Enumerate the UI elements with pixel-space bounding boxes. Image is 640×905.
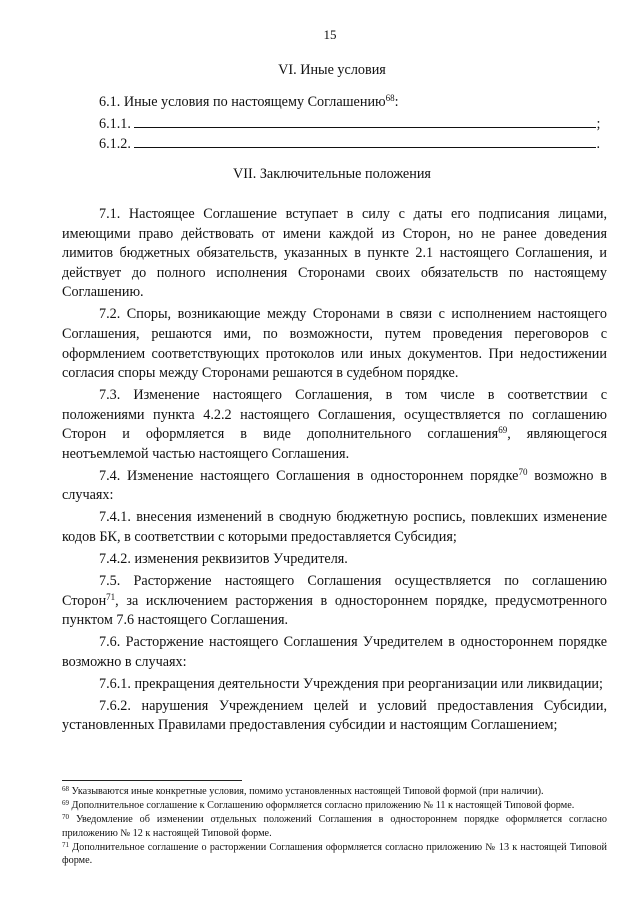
footnote-ref-68: 68 bbox=[385, 93, 395, 103]
footnote-number: 71 bbox=[62, 840, 69, 849]
footnote-text: Уведомление об изменении отдельных положений Соглашения в одностороннем порядке оформляется согласно приложению № 12 к настоящей Типовой форме. bbox=[62, 814, 607, 839]
clause-6-1-1-end: ; bbox=[596, 116, 601, 132]
page-number: 15 bbox=[323, 27, 337, 42]
clause-7-1: 7.1. Настоящее Соглашение вступает в силу с даты его подписания лицами, имеющими право действовать от имени каждой из Сторон, но не ранее доведения лимитов бюджетных обязательств, указанных в пункте 2.1 настоящего Соглашения, и действует до полного исполнения Сторонами своих обязательств по настоящему Соглашению. bbox=[62, 206, 607, 301]
footnote-ref-70: 70 bbox=[518, 466, 528, 477]
footnote-71 bbox=[62, 841, 607, 867]
clause-7-6-2: 7.6.2. нарушения Учреждением целей и условий предоставления Субсидии, установленных Правилами предоставления субсидии и настоящим Соглашением; bbox=[62, 697, 607, 734]
footnote-68 bbox=[62, 785, 607, 798]
clause-6-1-2 bbox=[99, 134, 600, 153]
section-7-heading: VII. Заключительные положения bbox=[233, 166, 431, 182]
fill-in-line-6-1-2 bbox=[134, 134, 596, 148]
clause-7-4-text: 7.4. Изменение настоящего Соглашения в одностороннем порядке bbox=[99, 467, 519, 484]
clause-6-1 bbox=[99, 94, 399, 111]
footnotes bbox=[62, 780, 607, 868]
section-7-body bbox=[62, 205, 607, 738]
clause-7-3 bbox=[62, 386, 607, 464]
clause-6-1-1-number: 6.1.1. bbox=[99, 116, 131, 132]
footnote-number: 70 bbox=[62, 813, 69, 822]
clause-7-3-text: 7.3. Изменение настоящего Соглашения, в том числе в соответствии с положениями пункта 4.2.2 настоящего Соглашения, осуществляется по соглашению Сторон и оформляется в виде дополнительного соглашения bbox=[62, 387, 607, 443]
clause-7-5-text-end: , за исключением расторжения в одностороннем порядке, предусмотренного пунктом 7.6 настоящего Соглашения. bbox=[62, 592, 607, 629]
clause-7-5-text: 7.5. Расторжение настоящего Соглашения осуществляется по соглашению Сторон bbox=[62, 573, 607, 609]
clause-6-1-colon: : bbox=[394, 94, 399, 110]
footnote-ref-69: 69 bbox=[498, 425, 508, 436]
clause-6-1-2-end: . bbox=[596, 136, 601, 152]
footnote-ref-71: 71 bbox=[106, 591, 116, 602]
clause-6-1-text: 6.1. Иные условия по настоящему Соглашению bbox=[99, 94, 386, 110]
clause-7-4-1: 7.4.1. внесения изменений в сводную бюджетную роспись, повлекших изменение кодов БК, в соответствии с которыми предоставляется Субсидия; bbox=[62, 509, 607, 546]
section-6-heading: VI. Иные условия bbox=[278, 62, 386, 78]
clause-7-4 bbox=[62, 467, 607, 506]
clause-6-1-2-number: 6.1.2. bbox=[99, 136, 131, 152]
clause-7-4-2: 7.4.2. изменения реквизитов Учредителя. bbox=[99, 551, 348, 568]
clause-7-3-text-end: , являющегося неотъемлемой частью настоящего Соглашения. bbox=[62, 426, 608, 462]
clause-7-4-text-end: возможно в случаях: bbox=[62, 467, 607, 504]
footnote-text: Дополнительное соглашение к Соглашению оформляется согласно приложению № 11 к настоящей Типовой форме. bbox=[69, 800, 575, 812]
clause-7-5 bbox=[62, 572, 607, 631]
footnote-69 bbox=[62, 799, 607, 812]
footnote-text: Дополнительное соглашение о расторжении Соглашения оформляется согласно приложению № 13 к настоящей Типовой форме. bbox=[62, 841, 607, 867]
footnote-separator bbox=[62, 780, 242, 781]
clause-7-6: 7.6. Расторжение настоящего Соглашения Учредителем в одностороннем порядке возможно в случаях: bbox=[62, 634, 607, 670]
fill-in-line-6-1-1 bbox=[134, 114, 596, 128]
footnote-70 bbox=[62, 813, 607, 839]
footnote-number: 68 bbox=[62, 785, 69, 793]
clause-7-6-1: 7.6.1. прекращения деятельности Учреждения при реорганизации или ликвидации; bbox=[99, 675, 603, 692]
footnote-number: 69 bbox=[62, 799, 69, 808]
clause-7-2: 7.2. Споры, возникающие между Сторонами в связи с исполнением настоящего Соглашения, решаются ими, по возможности, путем проведения переговоров с оформлением соответствующих протоколов или иных документов. При недостижении согласия споры между Сторонами решаются в судебном порядке. bbox=[62, 306, 607, 382]
footnote-text: Указываются иные конкретные условия, помимо установленных настоящей Типовой формой (при наличии). bbox=[69, 786, 544, 797]
clause-6-1-1 bbox=[99, 114, 600, 133]
